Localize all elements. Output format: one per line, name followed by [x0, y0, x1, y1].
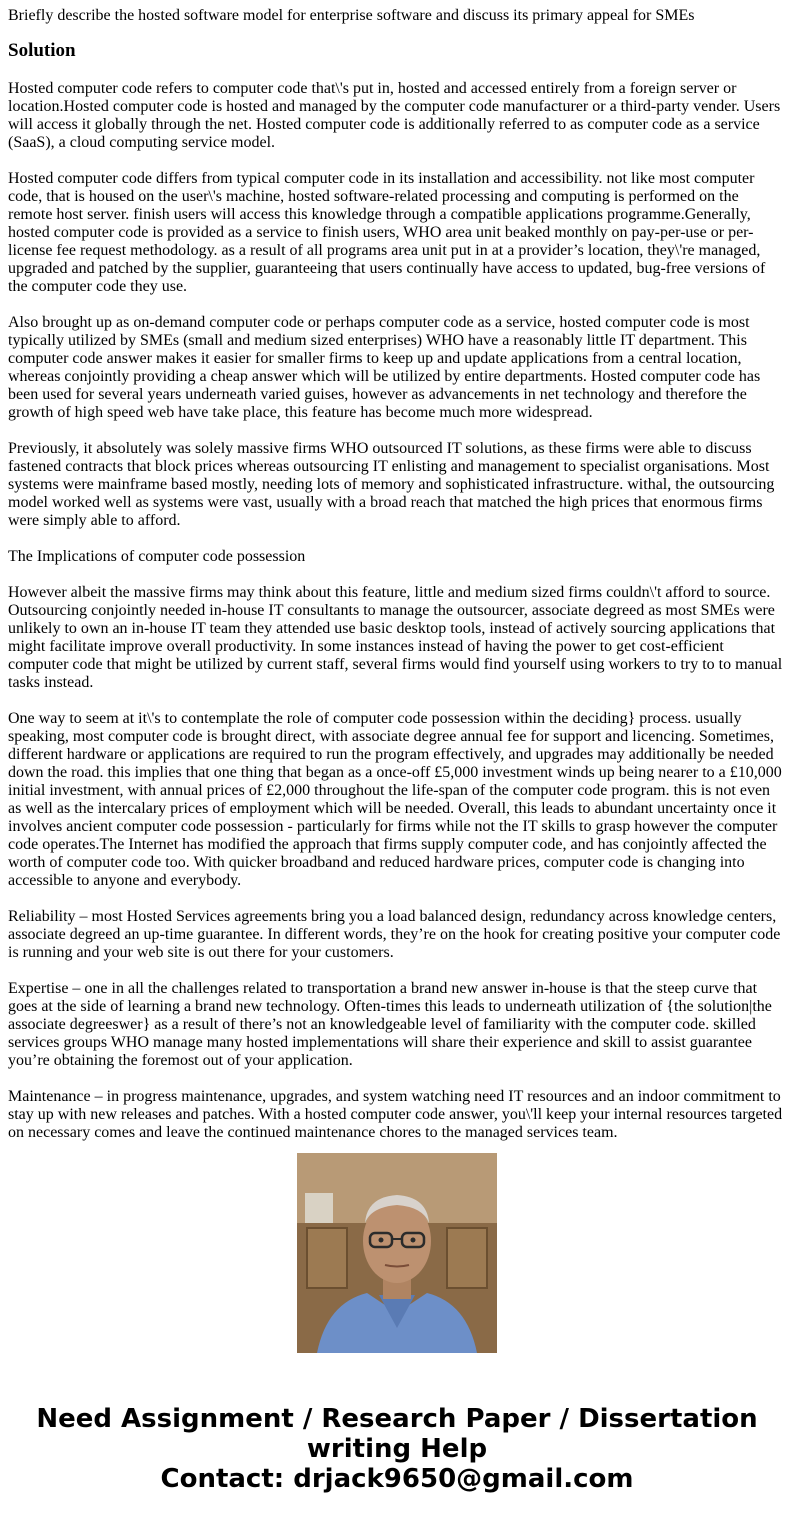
question-text: Briefly describe the hosted software model for enterprise software and discuss its primary appeal for SMEs	[8, 7, 695, 24]
paragraph: Hosted computer code differs from typical computer code in its installation and accessibility. not like most computer code, that is housed on the user\'s machine, hosted software-related processing and computing is performed on the remote host server. finish users will access this knowledge through a compatible applications programme.Generally, hosted computer code is provided as a service to finish users, WHO area unit beaked monthly on pay-per-use or per-license fee request methodology. as a result of all programs area unit put in at a provider’s location, they\'re managed, upgraded and patched by the supplier, guaranteeing that users continually have access to updated, bug-free versions of the computer code they use.	[8, 170, 766, 295]
paragraph: One way to seem at it\'s to contemplate the role of computer code possession within the deciding} process. usually speaking, most computer code is brought direct, with associate degree annual fee for support and licencing. Sometimes, different hardware or applications are required to run the program effectively, and upgrades may additionally be needed down the road. this implies that one thing that began as a once-off £5,000 investment winds up being nearer to a £10,000 initial investment, with annual prices of £2,000 throughout the life-span of the computer code program. this is not even as well as the intercalary prices of employment which will be needed. Overall, this leads to abundant uncertainty once it involves ancient computer code possession - particularly for firms while not the IT skills to grasp however the computer code operates.The Internet has modified the approach that firms supply computer code, and has conjointly affected the worth of computer code too. With quicker broadband and reduced hardware prices, computer code is changing into accessible to anyone and everybody.	[8, 710, 782, 889]
section-subheading: The Implications of computer code possession	[8, 548, 306, 565]
profile-photo	[297, 1153, 497, 1353]
solution-heading: Solution	[8, 40, 76, 61]
paragraph: Reliability – most Hosted Services agreements bring you a load balanced design, redundancy across knowledge centers, associate degreed an up-time guarantee. In different words, they’re on the hook for creating positive your computer code is running and your web site is out there for your customers.	[8, 908, 781, 961]
promo-banner	[0, 1404, 794, 1494]
promo-line: writing Help	[306, 1434, 488, 1464]
paragraph: Maintenance – in progress maintenance, upgrades, and system watching need IT resources and an indoor commitment to stay up with new releases and patches. With a hosted computer code answer, you\'ll keep your internal resources targeted on necessary comes and leave the continued maintenance chores to the managed services team.	[8, 1088, 783, 1141]
promo-contact: Contact: drjack9650@gmail.com	[160, 1464, 634, 1494]
article	[8, 0, 784, 1141]
paragraph: Also brought up as on-demand computer code or perhaps computer code as a service, hosted computer code is most typically utilized by SMEs (small and medium sized enterprises) WHO have a reasonably little IT department. This computer code answer makes it easier for smaller firms to keep up and update applications from a central location, whereas conjointly providing a cheap answer which will be utilized by entire departments. Hosted computer code has been used for several years underneath varied guises, however as advancements in net technology and therefore the growth of high speed web have take place, this feature has become much more widespread.	[8, 314, 761, 421]
promo-line: Need Assignment / Research Paper / Dissertation	[36, 1404, 758, 1434]
paragraph: However albeit the massive firms may think about this feature, little and medium sized firms couldn\'t afford to source. Outsourcing conjointly needed in-house IT consultants to manage the outsourcer, associate degreed as most SMEs were unlikely to own an in-house IT team they attended use basic desktop tools, instead of actively sourcing applications that might facilitate improve overall productivity. In some instances instead of having the power to get cost-efficient computer code that might be utilized by current staff, several firms would find yourself using workers to try to to manual tasks instead.	[8, 584, 783, 691]
paragraph: Previously, it absolutely was solely massive firms WHO outsourced IT solutions, as these firms were able to discuss fastened contracts that block prices whereas outsourcing IT enlisting and management to specialist organisations. Most systems were mainframe based mostly, needing lots of memory and sophisticated infrastructure. withal, the outsourcing model worked well as systems were vast, usually with a broad reach that matched the high prices that enormous firms were simply able to afford.	[8, 440, 775, 529]
paragraph: Hosted computer code refers to computer code that\'s put in, hosted and accessed entirely from a foreign server or location.Hosted computer code is hosted and managed by the computer code manufacturer or a third-party vender. Users will access it globally through the net. Hosted computer code is additionally referred to as computer code as a service (SaaS), a cloud computing service model.	[8, 80, 781, 151]
paragraph: Expertise – one in all the challenges related to transportation a brand new answer in-house is that the steep curve that goes at the side of learning a brand new technology. Often-times this leads to underneath utilization of {the solution|the associate degreeswer} as a result of there’s not an knowledgeable level of familiarity with the computer code. skilled services groups WHO manage many hosted implementations will share their experience and skill to assist guarantee you’re obtaining the foremost out of your application.	[8, 980, 772, 1069]
person-portrait-icon	[297, 1153, 497, 1353]
